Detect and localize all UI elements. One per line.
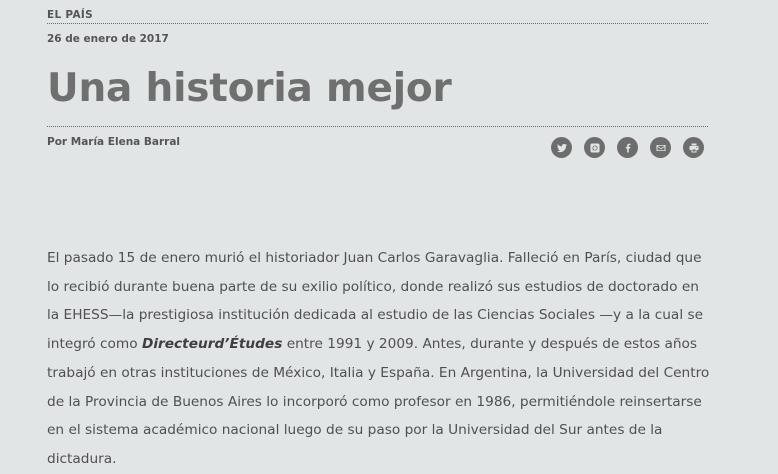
share-bar [551, 137, 704, 158]
share-twitter-button[interactable] [551, 137, 572, 158]
body-text-part-2: entre 1991 y 2009. Antes, durante y después de estos años trabajó en otras instituciones de México, Italia y España. En Argentina, la Universidad del Centro de la Provincia de Buenos Aires lo incorporó como profesor en 1986, permitiéndole reinsertarse en el sistema académico nacional luego de su paso por la Universidad del Sur antes de la dictadura. [47, 336, 710, 467]
page-title: Una historia mejor [47, 66, 452, 111]
section-link[interactable]: EL PAÍS [47, 9, 93, 21]
print-button[interactable] [683, 137, 704, 158]
body-text-part-1: El pasado 15 de enero murió el historiador Juan Carlos Garavaglia. Falleció en París, ciudad que lo recibió durante buena parte de su exilio político, donde realizó sus estudios de doctorado en la EHESS—la prestigiosa institución dedicada al estudio de las Ciencias Sociales —y a la cual se integró como [47, 250, 704, 353]
email-icon [655, 142, 667, 154]
body-emphasis: Directeurd’Études [141, 336, 283, 353]
print-icon [688, 142, 700, 154]
whatsapp-icon [589, 142, 601, 154]
article-body [47, 244, 712, 474]
share-whatsapp-button[interactable] [584, 137, 605, 158]
twitter-icon [556, 142, 568, 154]
article-header [47, 0, 708, 158]
byline-row [47, 128, 708, 158]
article-date: 26 de enero de 2017 [47, 33, 169, 45]
facebook-icon [622, 142, 634, 154]
share-facebook-button[interactable] [617, 137, 638, 158]
top-divider [47, 23, 708, 25]
author-byline: Por María Elena Barral [47, 136, 181, 148]
share-email-button[interactable] [650, 137, 671, 158]
